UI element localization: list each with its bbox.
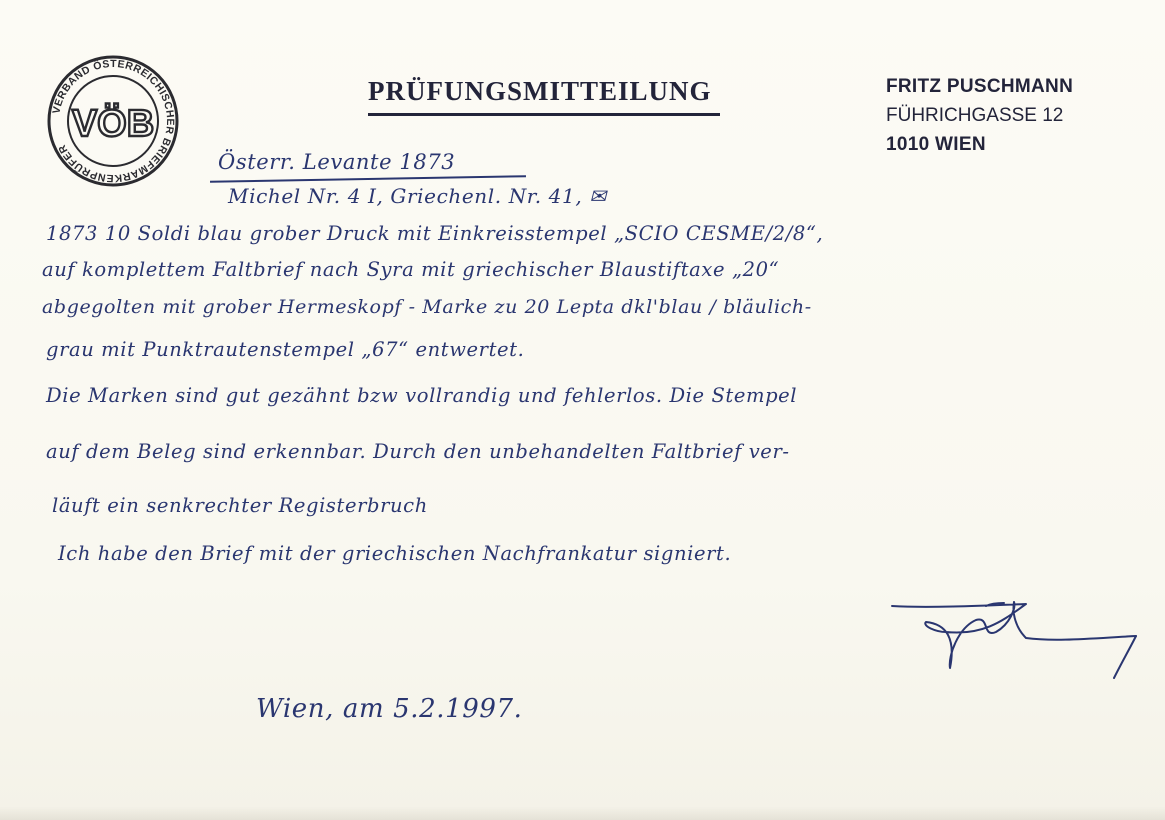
hand-catalog-line: Michel Nr. 4 I, Griechenl. Nr. 41, ✉ [228,184,607,208]
hand-line-3: abgegolten mit grober Hermeskopf - Marke zu 20 Lepta dkl'blau / bläulich- [42,296,812,318]
title-underline [368,113,720,116]
document-title: PRÜFUNGSMITTEILUNG [368,76,712,106]
seal-monogram: VÖB [71,103,155,145]
hand-heading: Österr. Levante 1873 [218,150,456,174]
hand-line-4: grau mit Punktrautenstempel „67“ entwertet. [46,338,525,361]
seal-ring-text: VERBAND ÖSTERREICHISCHER BRIEFMARKENPRÜFER [50,57,177,185]
examiner-name: FRITZ PUSCHMANN [886,76,1074,97]
hand-line-1: 1873 10 Soldi blau grober Druck mit Einkreisstempel „SCIO CESME/2/8“, [46,222,824,245]
hand-line-2: auf komplettem Faltbrief nach Syra mit griechischer Blaustiftaxe „20“ [42,258,780,281]
voeb-seal-logo [46,54,180,188]
examiner-signature [886,598,1146,688]
hand-line-8: Ich habe den Brief mit der griechischen Nachfrankatur signiert. [58,542,732,565]
hand-line-6: auf dem Beleg sind erkennbar. Durch den unbehandelten Faltbrief ver- [46,440,790,463]
examiner-city: 1010 WIEN [886,134,986,155]
examiner-address [886,72,1073,159]
place-and-date: Wien, am 5.2.1997. [256,694,523,724]
hand-line-7: läuft ein senkrechter Registerbruch [52,494,428,517]
card-shadow-edge [0,806,1165,820]
hand-line-5: Die Marken sind gut gezähnt bzw vollrandig und fehlerlos. Die Stempel [46,384,798,407]
examiner-street: FÜHRICHGASSE 12 [886,105,1064,126]
